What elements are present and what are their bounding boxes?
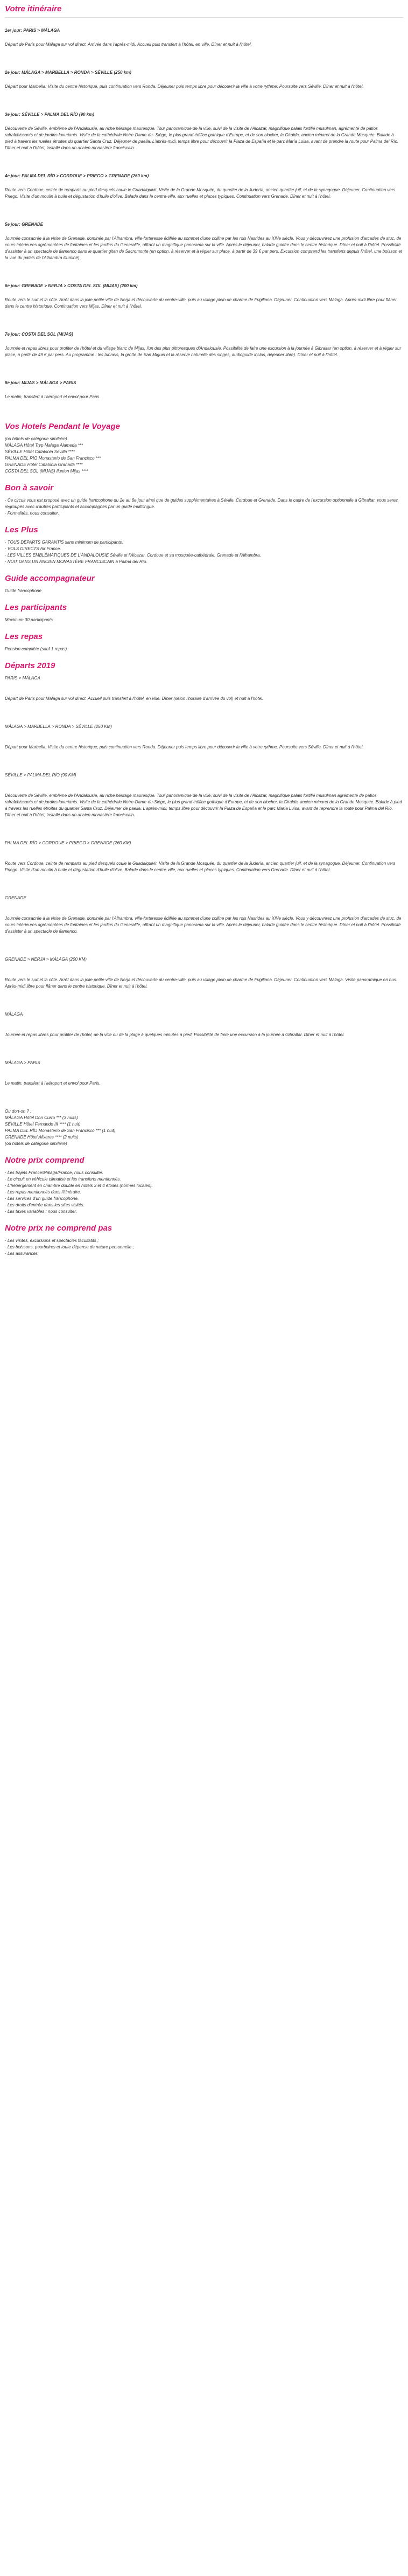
departs-section-body: Découverte de Séville, emblème de l'Andalousie, au riche héritage mauresque. Tour panoramique de la ville, suivi de la visite de l'Alcazar, magnifique palais fortifié musulman agrémenté de patios rafraîchissants et de jardins luxuriants. Visite de la cathédrale Notre-Dame-du-Siège, le plus grand édifice gothique d'Europe, et de son clocher, la Giralda, ancien minaret de la Grande Mosquée. Balade à pied à travers les ruelles étroites du quartier Santa Cruz. Déjeuner de paella. L'après-midi, temps libre pour découvrir la Plaza de España et le parc María Luisa, avant de reprendre la route pour Palma del Río. Dîner et nuit à l'hôtel, installé dans un ancien monastère franciscain. [5, 793, 402, 817]
departs-section-title: MÁLAGA [5, 1012, 23, 1017]
departs-section-title: GRENADE > NERJA > MÁLAGA (200 KM) [5, 957, 87, 962]
departs-section [5, 1011, 403, 1038]
accommodation-line: GRENADE Hôtel Alixares **** (2 nuits) [5, 1135, 79, 1140]
day-block [5, 380, 403, 400]
day-title: 1er jour: PARIS > MÁLAGA [5, 28, 60, 33]
departs-section-body: Route vers Cordoue, ceinte de remparts au pied desquels coule le Guadalquivir. Visite de la Grande Mosquée, du quartier de la Judería, ancien quartier juif, et de la synagogue. Déjeuner. Continuation vers Priego. Visite d'un moulin à huile et dégustation d'huile d'olive. Balade dans le centre-ville, aux ruelles et places typiques. Continuation vers Grenade. Dîner et nuit à l'hôtel. [5, 861, 396, 872]
day-description: Route vers le sud et la côte. Arrêt dans la jolie petite ville de Nerja et découverte du centre-ville, puis au village plein de charme de Frigiliana. Déjeuner. Continuation vers Málaga. Après-midi libre pour flâner dans le centre historique. Continuation vers Mijas. Dîner et nuit à l'hôtel. [5, 297, 397, 309]
departs-section [5, 675, 403, 702]
excluded-line: · Les visites, excursions et spectacles facultatifs ; [5, 1238, 99, 1243]
departs-section [5, 772, 403, 818]
hotels-heading: Vos Hotels Pendant le Voyage [5, 422, 120, 431]
day-description: Route vers Cordoue, ceinte de remparts au pied desquels coule le Guadalquivir. Visite de la Grande Mosquée, du quartier de la Judería, ancien quartier juif, et de la synagogue. Déjeuner. Continuation vers Priego. Visite d'un moulin à huile et dégustation d'huile d'olive. Balade dans le centre-ville, aux ruelles et places typiques. Continuation vers Grenade. Dîner et nuit à l'hôtel. [5, 188, 396, 199]
day-block [5, 331, 403, 358]
departs-section [5, 895, 403, 935]
day-title: 5e jour: GRENADE [5, 222, 44, 227]
hotel-line: (ou hôtels de catégorie similaire) [5, 436, 67, 441]
hotel-line: COSTA DEL SOL (MIJAS) Ilunion Mijas **** [5, 469, 88, 474]
accommodation-line: MÁLAGA Hôtel Don Curro *** (3 nuits) [5, 1115, 78, 1120]
day-title: 3e jour: SÉVILLE > PALMA DEL RÍO (90 km) [5, 112, 94, 117]
day-block [5, 70, 403, 90]
prix-ne-comprend-pas-heading: Notre prix ne comprend pas [5, 1224, 112, 1233]
hotel-line: GRENADE Hôtel Catalonia Granada **** [5, 462, 83, 467]
departs-heading: Départs 2019 [5, 661, 55, 670]
day-description: Journée consacrée à la visite de Grenade, dominée par l'Alhambra, ville-forteresse édifiée au sommet d'une colline par les rois Nasrides au XIVe siècle. Vous y découvrirez une profusion d'arcades de stuc, de cours intérieures agrémentées de fontaines et les jardins du Generalife, offrant un magnifique panorama sur la ville. Après le déjeuner, balade guidée dans le centre historique. Dîner et nuit à l'hôtel. Possibilité d'assister à un spectacle de flamenco dans le quartier gitan de Sacromonte (en option, à réserver et à régler sur place, à partir de 39 € par pers. Excursion comprend les transferts depuis l'hôtel, une boisson et la vue du palais de l'Alhambra illuminé). [5, 236, 403, 260]
day-title: 7e jour: COSTA DEL SOL (MIJAS) [5, 332, 73, 337]
included-line: · Les droits d'entrée dans les sites visités. [5, 1203, 85, 1207]
departs-section-body: Le matin, transfert à l'aéroport et envol pour Paris. [5, 1081, 101, 1086]
departs-section-body: Départ de Paris pour Málaga sur vol direct. Accueil puis transfert à l'hôtel, en ville. Dîner (selon l'horaire d'arrivée du vol) et nuit à l'hôtel. [5, 696, 264, 701]
bon-a-savoir-heading: Bon à savoir [5, 483, 54, 492]
departs-section-body: Départ pour Marbella. Visite du centre historique, puis continuation vers Ronda. Déjeuner puis temps libre pour découvrir la ville à votre rythme. Poursuite vers Séville. Dîner et nuit à l'hôtel. [5, 745, 364, 749]
excluded-line: · Les assurances. [5, 1251, 39, 1256]
hotel-line: PALMA DEL RÍO Monasterio de San Francisco *** [5, 456, 101, 461]
divider [5, 17, 403, 18]
day-block [5, 173, 403, 200]
departs-section-body: Journée consacrée à la visite de Grenade, dominée par l'Alhambra, ville-forteresse édifiée au sommet d'une colline par les rois Nasrides au XIVe siècle. Vous y découvrirez une profusion d'arcades de stuc, de cours intérieures agrémentées de fontaines et les jardins du Generalife, offrant un magnifique panorama sur la ville. Après le déjeuner, balade guidée dans le centre historique. Dîner et nuit à l'hôtel. Possibilité d'assister à un spectacle de flamenco. [5, 916, 402, 934]
departs-list [5, 675, 403, 1087]
itinerary-page [0, 0, 408, 1257]
guide-heading: Guide accompagnateur [5, 574, 95, 583]
accommodation-line: PALMA DEL RÍO Monasterio de San Francisco *** (1 nuit) [5, 1128, 116, 1133]
accommodation-line: Ou dort-on ? : [5, 1109, 32, 1114]
included-line: · Les taxes variables : nous consulter. [5, 1209, 77, 1214]
day-block [5, 221, 403, 261]
hotel-line: SÉVILLE Hôtel Catalonia Sevilla **** [5, 449, 75, 454]
departs-section [5, 840, 403, 873]
departs-section-title: PALMA DEL RÍO > CORDOUE > PRIEGO > GRENADE (260 KM) [5, 841, 131, 845]
prix-comprend-heading: Notre prix comprend [5, 1156, 85, 1165]
day-description: Découverte de Séville, emblème de l'Andalousie, au riche héritage mauresque. Tour panoramique de la ville, suivi de la visite de l'Alcazar, magnifique palais fortifié musulman, agrémenté de patios rafraîchissants et de jardins luxuriants. Visite de la cathédrale Notre-Dame-du- Siège, le plus grand édifice gothique d'Europe, et de son clocher, la Giralda, ancien minaret de la Grande Mosquée. Balade à pied à travers les ruelles étroites du quartier Santa Cruz. Déjeuner de paella. L'après-midi, temps libre pour découvrir la Plaza de España et le parc María Luisa, avant de prendre la route pour Palma del Río. Dîner et nuit à l'hôtel, installé dans un ancien monastère franciscain. [5, 126, 399, 150]
day-description: Départ pour Marbella. Visite du centre historique, puis continuation vers Ronda. Déjeuner puis temps libre pour découvrir la ville à votre rythme. Poursuite vers Séville. Dîner et nuit à l'hôtel. [5, 84, 364, 89]
info-line: · Formalités, nous consulter. [5, 511, 59, 516]
hotels-list [5, 436, 403, 475]
participants-heading: Les participants [5, 603, 67, 612]
departs-section-title: MÁLAGA > MARBELLA > RONDA > SÉVILLE (250 KM) [5, 724, 112, 729]
prix-ne-comprend-pas-list [5, 1238, 403, 1257]
day-block [5, 112, 403, 151]
day-title: 4e jour: PALMA DEL RÍO > CORDOUE > PRIEGO > GRENADE (260 km) [5, 173, 149, 178]
included-line: · L'hébergement en chambre double en hôtels 3 et 4 étoiles (normes locales). [5, 1183, 153, 1188]
included-line: · Le circuit en véhicule climatisé et les transferts mentionnés. [5, 1177, 121, 1182]
info-line: · Ce circuit vous est proposé avec un guide francophone du 2e au 6e jour ainsi que de guides supplémentaires à Séville, Cordoue et Grenade. Dans le cadre de l'excursion optionnelle à Gibraltar, vous serez regroupés avec d'autres participants et accompagnés par un guide multilingue. [5, 498, 398, 509]
prix-comprend-list [5, 1170, 403, 1215]
plus-line: · LES VILLES EMBLÉMATIQUES DE L'ANDALOUSIE Séville et l'Alcazar, Cordoue et sa mosquée-cathédrale, Grenade et l'Alhambra. [5, 553, 261, 558]
departs-section [5, 1060, 403, 1087]
accommodation-list [5, 1108, 403, 1147]
les-plus-list [5, 539, 403, 565]
participants-text: Maximum 30 participants [5, 617, 53, 622]
day-block [5, 283, 403, 310]
departs-section-body: Route vers le sud et la côte. Arrêt dans la jolie petite ville de Nerja et découverte du centre-ville, puis au village plein de charme de Frigiliana. Déjeuner. Continuation vers Málaga. Visite panoramique en bus. Après-midi libre pour flâner dans le centre historique. Dîner et nuit à l'hôtel. [5, 977, 397, 989]
page-title: Votre itinéraire [5, 4, 62, 13]
day-title: 8e jour: MIJAS > MÁLAGA > PARIS [5, 380, 76, 385]
departs-section-body: Journée et repas libres pour profiter de l'hôtel, de la ville ou de la plage à quelques minutes à pied. Possibilité de faire une excursion à la journée à Gibraltar. Dîner et nuit à l'hôtel. [5, 1032, 345, 1037]
departs-section-title: PARIS > MÁLAGA [5, 676, 40, 681]
repas-heading: Les repas [5, 632, 43, 641]
day-block [5, 27, 403, 48]
excluded-line: · Les boissons, pourboires et toute dépense de nature personnelle ; [5, 1245, 134, 1249]
departs-section [5, 724, 403, 751]
day-description: Journée et repas libres pour profiter de l'hôtel et du village blanc de Mijas, l'un des plus pittoresques d'Andalousie. Possibilité de faire une excursion à la journée à Gibraltar (en option, à réserver et à régler sur place, à partir de 49 € par pers. Au programme : les tunnels, la grotte de San Miguel et la réserve naturelle des singes, audioguide inclus, déjeuner libre). Dîner et nuit à l'hôtel. [5, 346, 402, 357]
accommodation-line: (ou hôtels de catégorie similaire) [5, 1141, 67, 1146]
repas-text: Pension complète (sauf 1 repas) [5, 647, 67, 651]
hotel-line: MÁLAGA Hôtel Tryp Malaga Alameda *** [5, 443, 83, 448]
bon-a-savoir-list [5, 497, 403, 517]
included-line: · Les services d'un guide francophone. [5, 1196, 79, 1201]
day-description: Départ de Paris pour Málaga sur vol direct. Arrivée dans l'après-midi. Accueil puis transfert à l'hôtel, en ville. Dîner et nuit à l'hôtel. [5, 42, 252, 47]
departs-section [5, 956, 403, 990]
itinerary-list [5, 27, 403, 400]
accommodation-line: SÉVILLE Hôtel Fernando III **** (1 nuit) [5, 1122, 81, 1127]
day-title: 2e jour: MÁLAGA > MARBELLA > RONDA > SÉVILLE (250 km) [5, 70, 131, 75]
les-plus-heading: Les Plus [5, 525, 38, 534]
guide-text: Guide francophone [5, 588, 42, 593]
departs-section-title: SÉVILLE > PALMA DEL RÍO (90 KM) [5, 773, 76, 777]
day-description: Le matin, transfert à l'aéroport et envol pour Paris. [5, 394, 101, 399]
included-line: · Les repas mentionnés dans l'itinéraire. [5, 1190, 81, 1195]
plus-line: · NUIT DANS UN ANCIEN MONASTÈRE FRANCISCAIN à Palma del Río. [5, 559, 147, 564]
departs-section-title: GRENADE [5, 895, 26, 900]
departs-section-title: MÁLAGA > PARIS [5, 1060, 40, 1065]
plus-line: · TOUS DÉPARTS GARANTIS sans minimum de participants. [5, 540, 123, 545]
day-title: 6e jour: GRENADE > NERJA > COSTA DEL SOL (MIJAS) (200 km) [5, 283, 138, 288]
included-line: · Les trajets France/Málaga/France, nous consulter. [5, 1170, 103, 1175]
plus-line: · VOLS DIRECTS Air France. [5, 546, 61, 551]
